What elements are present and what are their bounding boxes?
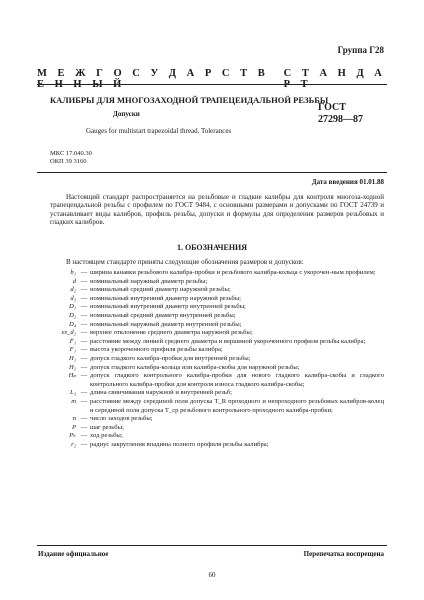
definition-dash: — — [80, 277, 88, 285]
definition-text: номинальный средний диаметр наружной резьбы; — [90, 286, 231, 294]
definition-dash: — — [80, 354, 88, 362]
definition-row — [50, 372, 384, 389]
mks-code: МКС 17.040.30 — [50, 150, 92, 157]
section-lead: В настоящем стандарте приняты следующие обозначения размеров и допусков: — [66, 258, 304, 266]
definition-dash: — — [80, 303, 88, 311]
definition-symbol: F̄₁ — [69, 337, 76, 345]
definition-dash: — — [80, 363, 88, 371]
definition-symbol: d — [72, 277, 76, 285]
definition-row — [50, 424, 384, 433]
definition-symbol: P — [71, 423, 76, 431]
definition-dash: — — [80, 320, 88, 328]
definition-dash: — — [80, 397, 88, 405]
definition-row — [50, 398, 384, 415]
definition-symbol: d₃ — [70, 294, 76, 302]
definition-text: допуск гладкого контрольного калибра-пробки для нового гладкого калибра-скобы и гладкого контрольного калибра-пробки для контроля износа гладкого калибра-скобы; — [90, 372, 384, 388]
definition-dash: — — [80, 389, 88, 397]
definition-row — [50, 269, 384, 278]
definition-dash: — — [80, 346, 88, 354]
definition-text: число заходов резьбы; — [90, 415, 153, 423]
definition-row — [50, 278, 384, 287]
gost-label: ГОСТ — [318, 102, 346, 113]
footer-reprint: Перепечатка воспрещена — [303, 550, 384, 558]
definition-row — [50, 355, 384, 364]
header-left: М Е Ж Г О С У Д А Р С Т В Е Н Н Ы Й — [37, 68, 269, 90]
definition-row — [50, 441, 384, 450]
definition-row — [50, 303, 384, 312]
document-subtitle: Допуски — [113, 110, 140, 118]
definition-text: номинальный наружный диаметр резьбы; — [90, 277, 208, 285]
definition-dash: — — [80, 372, 88, 380]
group-label: Группа Г28 — [337, 45, 384, 55]
definition-symbol: Hₚ — [68, 372, 76, 380]
definition-text: номинальный внутренний диаметр наружной резьбы; — [90, 294, 242, 302]
definition-row — [50, 432, 384, 441]
definition-dash: — — [80, 269, 88, 276]
definition-dash: — — [80, 440, 88, 448]
definition-symbol: m — [71, 397, 76, 405]
definition-dash: — — [80, 415, 88, 423]
definition-dash: — — [80, 311, 88, 319]
definition-row — [50, 295, 384, 304]
definition-symbol: F₁ — [69, 346, 76, 354]
definition-text: радиус закругления впадины полного профиля резьбы калибра; — [90, 440, 269, 448]
definition-text: ход резьбы; — [90, 432, 123, 440]
definition-symbol: d₂ — [70, 286, 76, 294]
document-title: КАЛИБРЫ ДЛЯ МНОГОЗАХОДНОЙ ТРАПЕЦЕИДАЛЬНОЙ РЕЗЬБЫ — [50, 95, 329, 105]
date-rule — [37, 172, 387, 173]
definition-symbol: L₃ — [70, 389, 76, 397]
definition-text: допуск гладкого калибра-кольца или калибра-скобы для наружной резьбы; — [90, 363, 300, 371]
definition-symbol: D₁ — [68, 303, 76, 311]
definition-row — [50, 389, 384, 398]
definition-row — [50, 346, 384, 355]
definition-symbol: Pₕ — [69, 432, 76, 440]
definition-text: расстояние между линией среднего диаметра и вершиной укороченного профиля резьбы калибра; — [90, 337, 366, 345]
definition-row — [50, 364, 384, 373]
definition-dash: — — [80, 423, 88, 431]
gost-designation — [318, 102, 363, 126]
definition-text: ширина канавки резьбового калибра-пробки и резьбового калибра-кольца с укорочен-ным профилем; — [90, 269, 376, 276]
definition-symbol: H₂ — [68, 363, 76, 371]
definition-row — [50, 321, 384, 330]
definition-row — [50, 286, 384, 295]
definition-row — [50, 415, 384, 424]
definition-symbol: D₄ — [68, 320, 76, 328]
definition-row — [50, 329, 384, 338]
definition-dash: — — [80, 286, 88, 294]
page-number: 60 — [208, 571, 216, 579]
definition-symbol: D₂ — [68, 311, 76, 319]
classification-codes — [50, 150, 92, 166]
definition-symbol: r₂ — [71, 440, 76, 448]
definition-text: верхнее отклонение среднего диаметра наружной резьбы; — [90, 329, 253, 337]
header-rule — [37, 84, 387, 85]
intro-paragraph: Настоящий стандарт распространяется на резьбовые и гладкие калибры для контроля многоза-ходной трапецеидальной резьбы с профилем по ГОСТ 9484, с основными размерами и допусками по ГОСТ 24739 и устанавливает виды калибров, профиль резьбы, допуски и формулы для определения размеров резьбовых и гладких калибров. — [50, 193, 384, 227]
definition-symbol: b₁ — [70, 269, 76, 276]
definition-row — [50, 338, 384, 347]
footer-official: Издание официальное — [38, 550, 109, 558]
definition-text: высота укороченного профиля резьбы калибра; — [90, 346, 223, 354]
definition-symbol: n — [72, 415, 76, 423]
okp-code: ОКП 39 3160 — [50, 158, 87, 165]
definition-text: номинальный средний диаметр внутренней резьбы; — [90, 311, 236, 319]
standard-header — [37, 68, 387, 90]
intro-date: Дата введения 01.01.88 — [311, 178, 384, 186]
definition-dash: — — [80, 294, 88, 302]
definition-text: длина свинчивания наружной и внутренней резьб; — [90, 389, 232, 397]
definition-row — [50, 312, 384, 321]
definition-text: расстояние между серединой поля допуска T_R проходного и непроходного резьбовых калибров-колец и серединой поля допуска T_cp резьбового контрольного проходного калибра-пробки; — [90, 397, 384, 414]
definition-text: допуск гладкого калибра-пробки для внутренней резьбы; — [90, 354, 251, 362]
definition-text: шаг резьбы; — [90, 423, 124, 431]
definition-dash: — — [80, 432, 88, 440]
definition-dash: — — [80, 337, 88, 345]
gost-number: 27298—87 — [318, 114, 363, 125]
footer-rule — [37, 545, 387, 546]
header-right: С Т А Н Д А Р Т — [283, 68, 386, 90]
definitions-list — [50, 269, 384, 449]
section-title: 1. ОБОЗНАЧЕНИЯ — [176, 243, 248, 252]
definition-symbol: es_d₂ — [61, 329, 76, 337]
definition-symbol: H₁ — [68, 354, 76, 362]
definition-text: номинальный внутренний диаметр внутренней резьбы; — [90, 303, 246, 311]
english-title: Gauges for multistart trapezoidal thread. Tolerances — [86, 127, 232, 135]
definition-text: номинальный наружный диаметр внутренней резьбы; — [90, 320, 242, 328]
definition-dash: — — [80, 329, 88, 337]
